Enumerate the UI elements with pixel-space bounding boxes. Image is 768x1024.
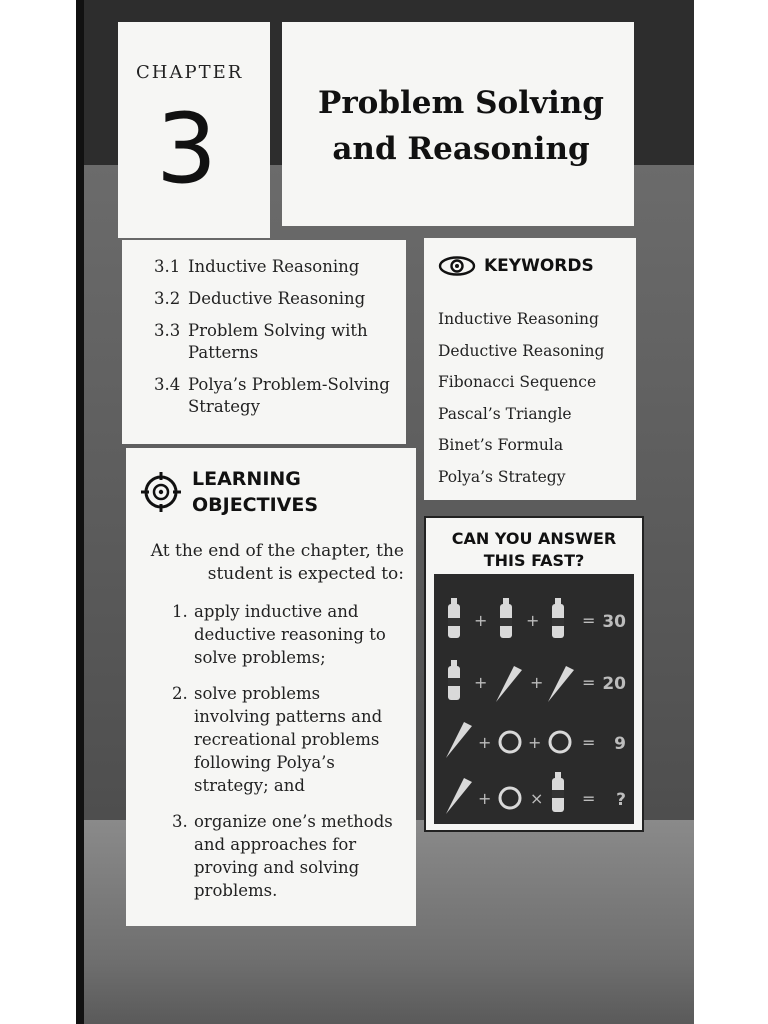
contents-item-text: Inductive Reasoning — [188, 257, 360, 276]
objective-item — [172, 810, 394, 902]
contents-item — [154, 374, 398, 418]
eye-icon — [438, 256, 476, 276]
puzzle-heading-line2: THIS FAST? — [483, 551, 585, 570]
keywords-heading-text: KEYWORDS — [484, 256, 594, 276]
contents-item-number: 3.2 — [154, 289, 181, 308]
svg-text:+: + — [478, 733, 492, 752]
contents-item-text: Polya’s Problem-Solving Strategy — [188, 375, 390, 416]
objective-item — [172, 682, 394, 797]
objectives-heading — [140, 466, 318, 518]
svg-text:+: + — [474, 611, 488, 630]
objective-item — [172, 600, 394, 669]
contents-item — [154, 288, 398, 310]
equation-result: 30 — [602, 612, 626, 632]
contents-item — [154, 320, 398, 364]
puzzle-box — [424, 516, 644, 832]
keyword-item: Binet’s Formula — [438, 436, 564, 454]
objective-text: solve problems involving patterns and recreational problems following Polya’s strategy; and — [194, 684, 383, 795]
svg-text:=: = — [582, 673, 596, 692]
objective-text: organize one’s methods and approaches for proving and solving problems. — [194, 812, 393, 900]
objectives-intro: At the end of the chapter, the student is expected to: — [150, 541, 404, 584]
contents-box — [122, 240, 406, 444]
chapter-title-line1: Problem Solving — [318, 85, 604, 121]
pizza-icon — [448, 660, 574, 702]
contents-item — [154, 256, 398, 278]
book-spine — [76, 0, 84, 1024]
keyword-item: Inductive Reasoning — [438, 310, 599, 328]
bottle-icon — [448, 598, 564, 638]
book-page — [76, 0, 694, 1024]
contents-item-number: 3.3 — [154, 321, 181, 340]
svg-text:+: + — [478, 789, 492, 808]
objective-text: apply inductive and deductive reasoning to solve problems; — [194, 602, 386, 667]
objective-number: 1. — [172, 602, 188, 621]
contents-item-text: Deductive Reasoning — [188, 289, 366, 308]
objectives-title-line1: LEARNING — [192, 468, 301, 490]
keywords-list — [438, 308, 604, 497]
svg-text:×: × — [530, 789, 544, 808]
equation-result: ? — [616, 790, 626, 810]
equation-result: 20 — [602, 674, 626, 694]
svg-text:=: = — [582, 789, 596, 808]
contents-item-number: 3.1 — [154, 257, 181, 276]
svg-text:=: = — [582, 733, 596, 752]
chapter-number-box — [118, 22, 270, 238]
chapter-title — [296, 80, 626, 172]
objectives-title — [192, 466, 318, 518]
chapter-number: 3 — [156, 93, 218, 205]
chapter-title-line2: and Reasoning — [332, 131, 590, 167]
contents-list — [154, 256, 398, 428]
keyword-item: Deductive Reasoning — [438, 341, 605, 360]
objective-number: 2. — [172, 684, 188, 703]
equation-result: 9 — [614, 734, 626, 754]
objectives-title-line2: OBJECTIVES — [192, 494, 319, 516]
puzzle-heading — [426, 528, 642, 572]
keywords-heading — [438, 256, 594, 276]
target-icon — [140, 471, 182, 513]
objective-number: 3. — [172, 812, 188, 831]
svg-text:+: + — [526, 611, 540, 630]
svg-text:=: = — [582, 611, 596, 630]
learning-objectives-box — [126, 448, 416, 926]
keywords-box — [424, 238, 636, 500]
chapter-label: CHAPTER — [136, 62, 244, 83]
objectives-list — [172, 600, 394, 915]
puzzle-image — [434, 574, 634, 824]
keyword-item: Fibonacci Sequence — [438, 373, 597, 391]
svg-text:+: + — [474, 673, 488, 692]
contents-item-number: 3.4 — [154, 375, 181, 394]
svg-text:+: + — [530, 673, 544, 692]
svg-text:+: + — [528, 733, 542, 752]
puzzle-heading-line1: CAN YOU ANSWER — [451, 529, 617, 548]
keyword-item: Pascal’s Triangle — [438, 404, 572, 423]
chapter-title-box — [282, 22, 634, 226]
contents-item-text: Problem Solving with Patterns — [188, 321, 368, 362]
keyword-item: Polya’s Strategy — [438, 467, 566, 486]
